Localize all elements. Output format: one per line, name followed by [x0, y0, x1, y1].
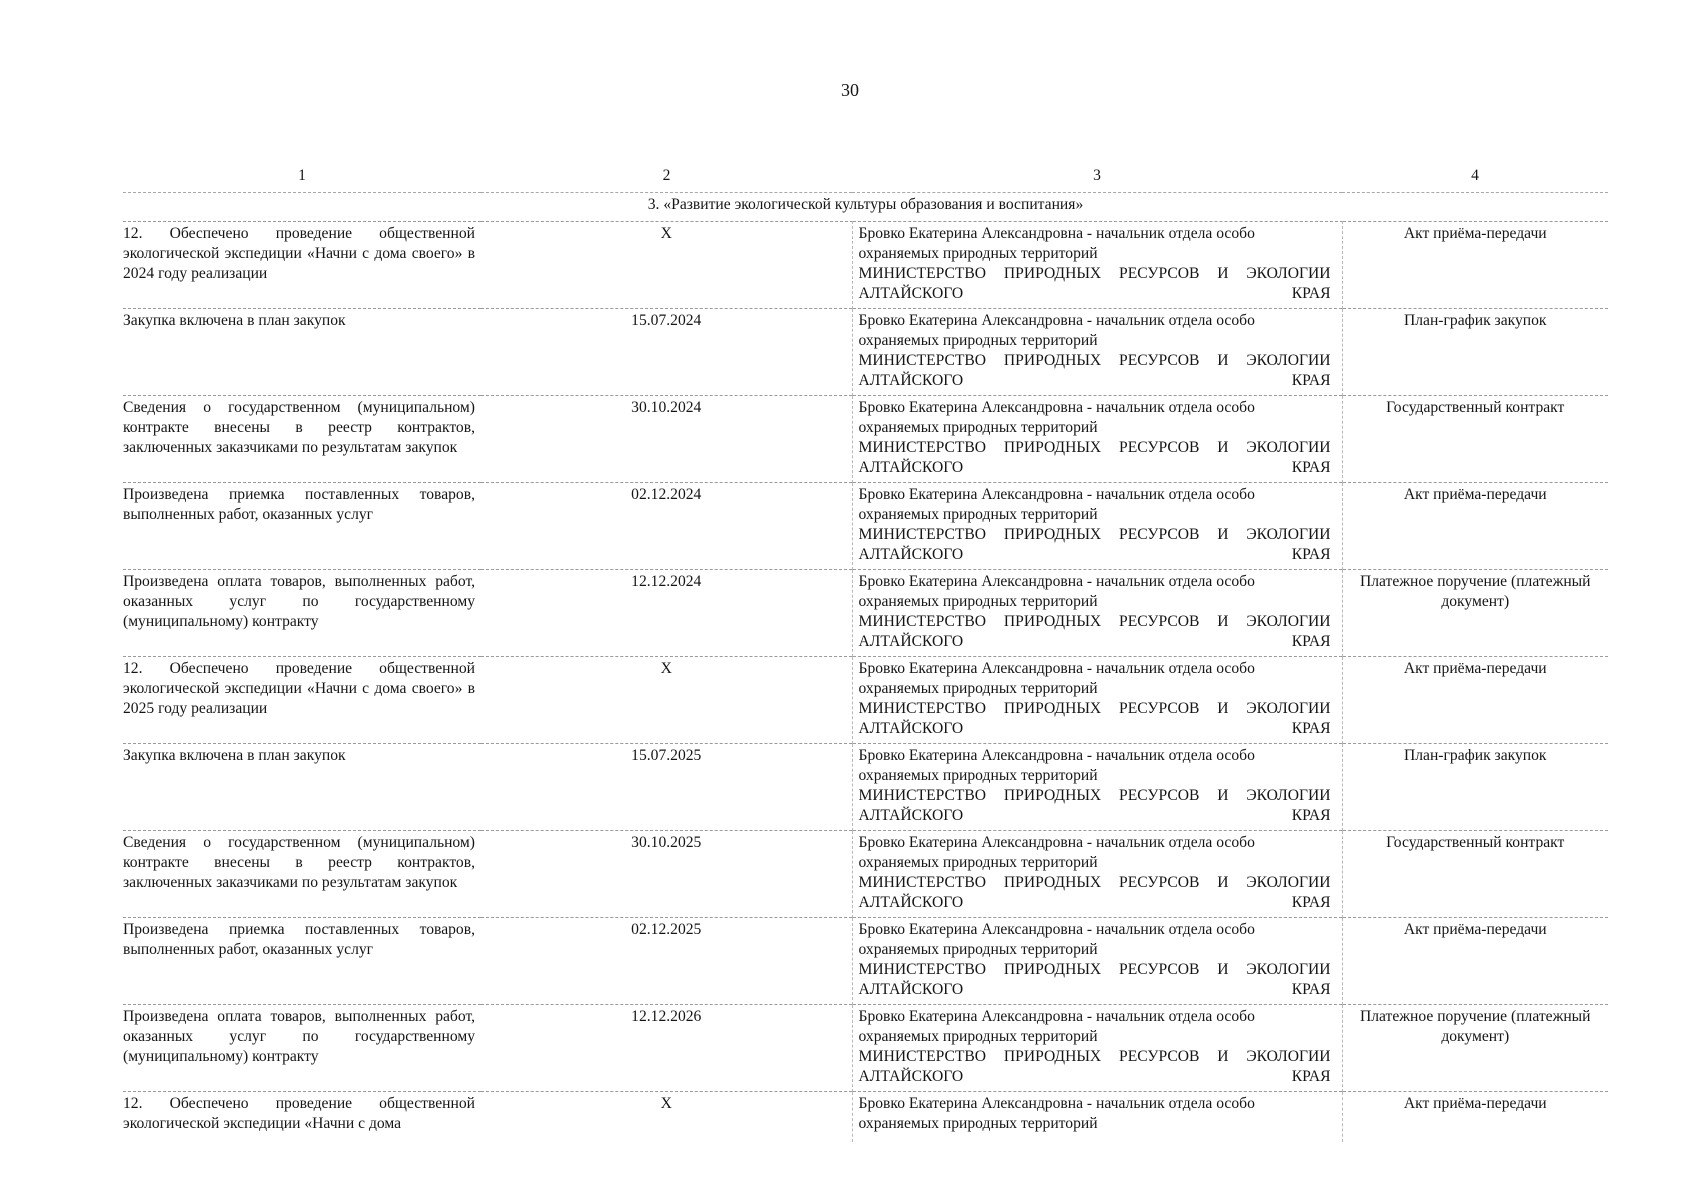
section-title: 3. «Развитие экологической культуры образования и воспитания» — [647, 196, 1084, 213]
page-number: 30 — [841, 80, 859, 100]
event-cell: Сведения о государственном (муниципальном) контракте внесены в реестр контрактов, заключенных заказчиками по результатам закупок — [123, 396, 481, 483]
responsible-person: Бровко Екатерина Александровна - начальник отдела особо охраняемых природных территорий — [858, 1095, 1255, 1132]
responsible-cell — [852, 570, 1342, 657]
date-cell: 15.07.2025 — [481, 744, 852, 831]
column-header-2: 2 — [481, 164, 852, 193]
table-row — [123, 222, 1608, 309]
table-row — [123, 918, 1608, 1005]
responsible-cell — [852, 744, 1342, 831]
document-cell: Платежное поручение (платежный документ) — [1342, 570, 1608, 657]
table-row — [123, 483, 1608, 570]
event-cell: Закупка включена в план закупок — [123, 744, 481, 831]
responsible-person: Бровко Екатерина Александровна - начальник отдела особо охраняемых природных территорий — [858, 312, 1255, 349]
responsible-cell — [852, 1092, 1342, 1143]
table-row — [123, 1005, 1608, 1092]
responsible-person: Бровко Екатерина Александровна - начальник отдела особо охраняемых природных территорий — [858, 486, 1255, 523]
responsible-person: Бровко Екатерина Александровна - начальник отдела особо охраняемых природных территорий — [858, 399, 1255, 436]
responsible-cell — [852, 918, 1342, 1005]
document-cell: Акт приёма-передачи — [1342, 918, 1608, 1005]
responsible-organization: МИНИСТЕРСТВО ПРИРОДНЫХ РЕСУРСОВ И ЭКОЛОГИИ АЛТАЙСКОГО КРАЯ — [858, 1048, 1331, 1085]
responsible-person: Бровко Екатерина Александровна - начальник отдела особо охраняемых природных территорий — [858, 1008, 1255, 1045]
responsible-cell — [852, 831, 1342, 918]
date-cell: 02.12.2025 — [481, 918, 852, 1005]
column-header-1: 1 — [123, 164, 481, 193]
event-cell: Произведена оплата товаров, выполненных работ, оказанных услуг по государственному (муниципальному) контракту — [123, 570, 481, 657]
responsible-person: Бровко Екатерина Александровна - начальник отдела особо охраняемых природных территорий — [858, 573, 1255, 610]
responsible-cell — [852, 309, 1342, 396]
responsible-person: Бровко Екатерина Александровна - начальник отдела особо охраняемых природных территорий — [858, 660, 1255, 697]
table-body — [123, 164, 1608, 1142]
responsible-organization: МИНИСТЕРСТВО ПРИРОДНЫХ РЕСУРСОВ И ЭКОЛОГИИ АЛТАЙСКОГО КРАЯ — [858, 700, 1331, 737]
column-header-row — [123, 164, 1608, 193]
event-cell: Произведена оплата товаров, выполненных работ, оказанных услуг по государственному (муниципальному) контракту — [123, 1005, 481, 1092]
event-cell: Произведена приемка поставленных товаров, выполненных работ, оказанных услуг — [123, 483, 481, 570]
column-header-4: 4 — [1342, 164, 1608, 193]
event-cell: 12. Обеспечено проведение общественной экологической экспедиции «Начни с дома своего» в 2025 году реализации — [123, 657, 481, 744]
responsible-cell — [852, 483, 1342, 570]
responsible-organization: МИНИСТЕРСТВО ПРИРОДНЫХ РЕСУРСОВ И ЭКОЛОГИИ АЛТАЙСКОГО КРАЯ — [858, 439, 1331, 476]
event-cell: Произведена приемка поставленных товаров, выполненных работ, оказанных услуг — [123, 918, 481, 1005]
responsible-cell — [852, 1005, 1342, 1092]
responsible-cell — [852, 396, 1342, 483]
document-cell: Акт приёма-передачи — [1342, 657, 1608, 744]
date-cell: 02.12.2024 — [481, 483, 852, 570]
table-row — [123, 657, 1608, 744]
responsible-organization: МИНИСТЕРСТВО ПРИРОДНЫХ РЕСУРСОВ И ЭКОЛОГИИ АЛТАЙСКОГО КРАЯ — [858, 613, 1331, 650]
date-cell: 12.12.2026 — [481, 1005, 852, 1092]
responsible-person: Бровко Екатерина Александровна - начальник отдела особо охраняемых природных территорий — [858, 834, 1255, 871]
date-cell: 15.07.2024 — [481, 309, 852, 396]
plan-table — [123, 164, 1608, 1142]
document-cell: Акт приёма-передачи — [1342, 222, 1608, 309]
responsible-organization: МИНИСТЕРСТВО ПРИРОДНЫХ РЕСУРСОВ И ЭКОЛОГИИ АЛТАЙСКОГО КРАЯ — [858, 874, 1331, 911]
table-row — [123, 831, 1608, 918]
date-cell: 12.12.2024 — [481, 570, 852, 657]
document-cell: План-график закупок — [1342, 744, 1608, 831]
table-row — [123, 309, 1608, 396]
document-cell: Платежное поручение (платежный документ) — [1342, 1005, 1608, 1092]
document-cell: Государственный контракт — [1342, 396, 1608, 483]
responsible-cell — [852, 657, 1342, 744]
date-cell: 30.10.2025 — [481, 831, 852, 918]
table-row — [123, 396, 1608, 483]
table-row — [123, 1092, 1608, 1143]
column-header-3: 3 — [852, 164, 1342, 193]
responsible-organization: МИНИСТЕРСТВО ПРИРОДНЫХ РЕСУРСОВ И ЭКОЛОГИИ АЛТАЙСКОГО КРАЯ — [858, 961, 1331, 998]
date-cell: X — [481, 657, 852, 744]
responsible-person: Бровко Екатерина Александровна - начальник отдела особо охраняемых природных территорий — [858, 747, 1255, 784]
date-cell: X — [481, 1092, 852, 1143]
section-row — [123, 193, 1608, 222]
date-cell: 30.10.2024 — [481, 396, 852, 483]
responsible-person: Бровко Екатерина Александровна - начальник отдела особо охраняемых природных территорий — [858, 225, 1255, 262]
document-cell: План-график закупок — [1342, 309, 1608, 396]
document-cell: Государственный контракт — [1342, 831, 1608, 918]
responsible-organization: МИНИСТЕРСТВО ПРИРОДНЫХ РЕСУРСОВ И ЭКОЛОГИИ АЛТАЙСКОГО КРАЯ — [858, 352, 1331, 389]
event-cell: 12. Обеспечено проведение общественной экологической экспедиции «Начни с дома — [123, 1092, 481, 1143]
event-cell: 12. Обеспечено проведение общественной экологической экспедиции «Начни с дома своего» в 2024 году реализации — [123, 222, 481, 309]
document-cell: Акт приёма-передачи — [1342, 483, 1608, 570]
event-cell: Сведения о государственном (муниципальном) контракте внесены в реестр контрактов, заключенных заказчиками по результатам закупок — [123, 831, 481, 918]
responsible-person: Бровко Екатерина Александровна - начальник отдела особо охраняемых природных территорий — [858, 921, 1255, 958]
document-cell: Акт приёма-передачи — [1342, 1092, 1608, 1143]
responsible-organization: МИНИСТЕРСТВО ПРИРОДНЫХ РЕСУРСОВ И ЭКОЛОГИИ АЛТАЙСКОГО КРАЯ — [858, 526, 1331, 563]
responsible-organization: МИНИСТЕРСТВО ПРИРОДНЫХ РЕСУРСОВ И ЭКОЛОГИИ АЛТАЙСКОГО КРАЯ — [858, 787, 1331, 824]
table-row — [123, 744, 1608, 831]
responsible-cell — [852, 222, 1342, 309]
table-row — [123, 570, 1608, 657]
responsible-organization: МИНИСТЕРСТВО ПРИРОДНЫХ РЕСУРСОВ И ЭКОЛОГИИ АЛТАЙСКОГО КРАЯ — [858, 265, 1331, 302]
date-cell: X — [481, 222, 852, 309]
event-cell: Закупка включена в план закупок — [123, 309, 481, 396]
